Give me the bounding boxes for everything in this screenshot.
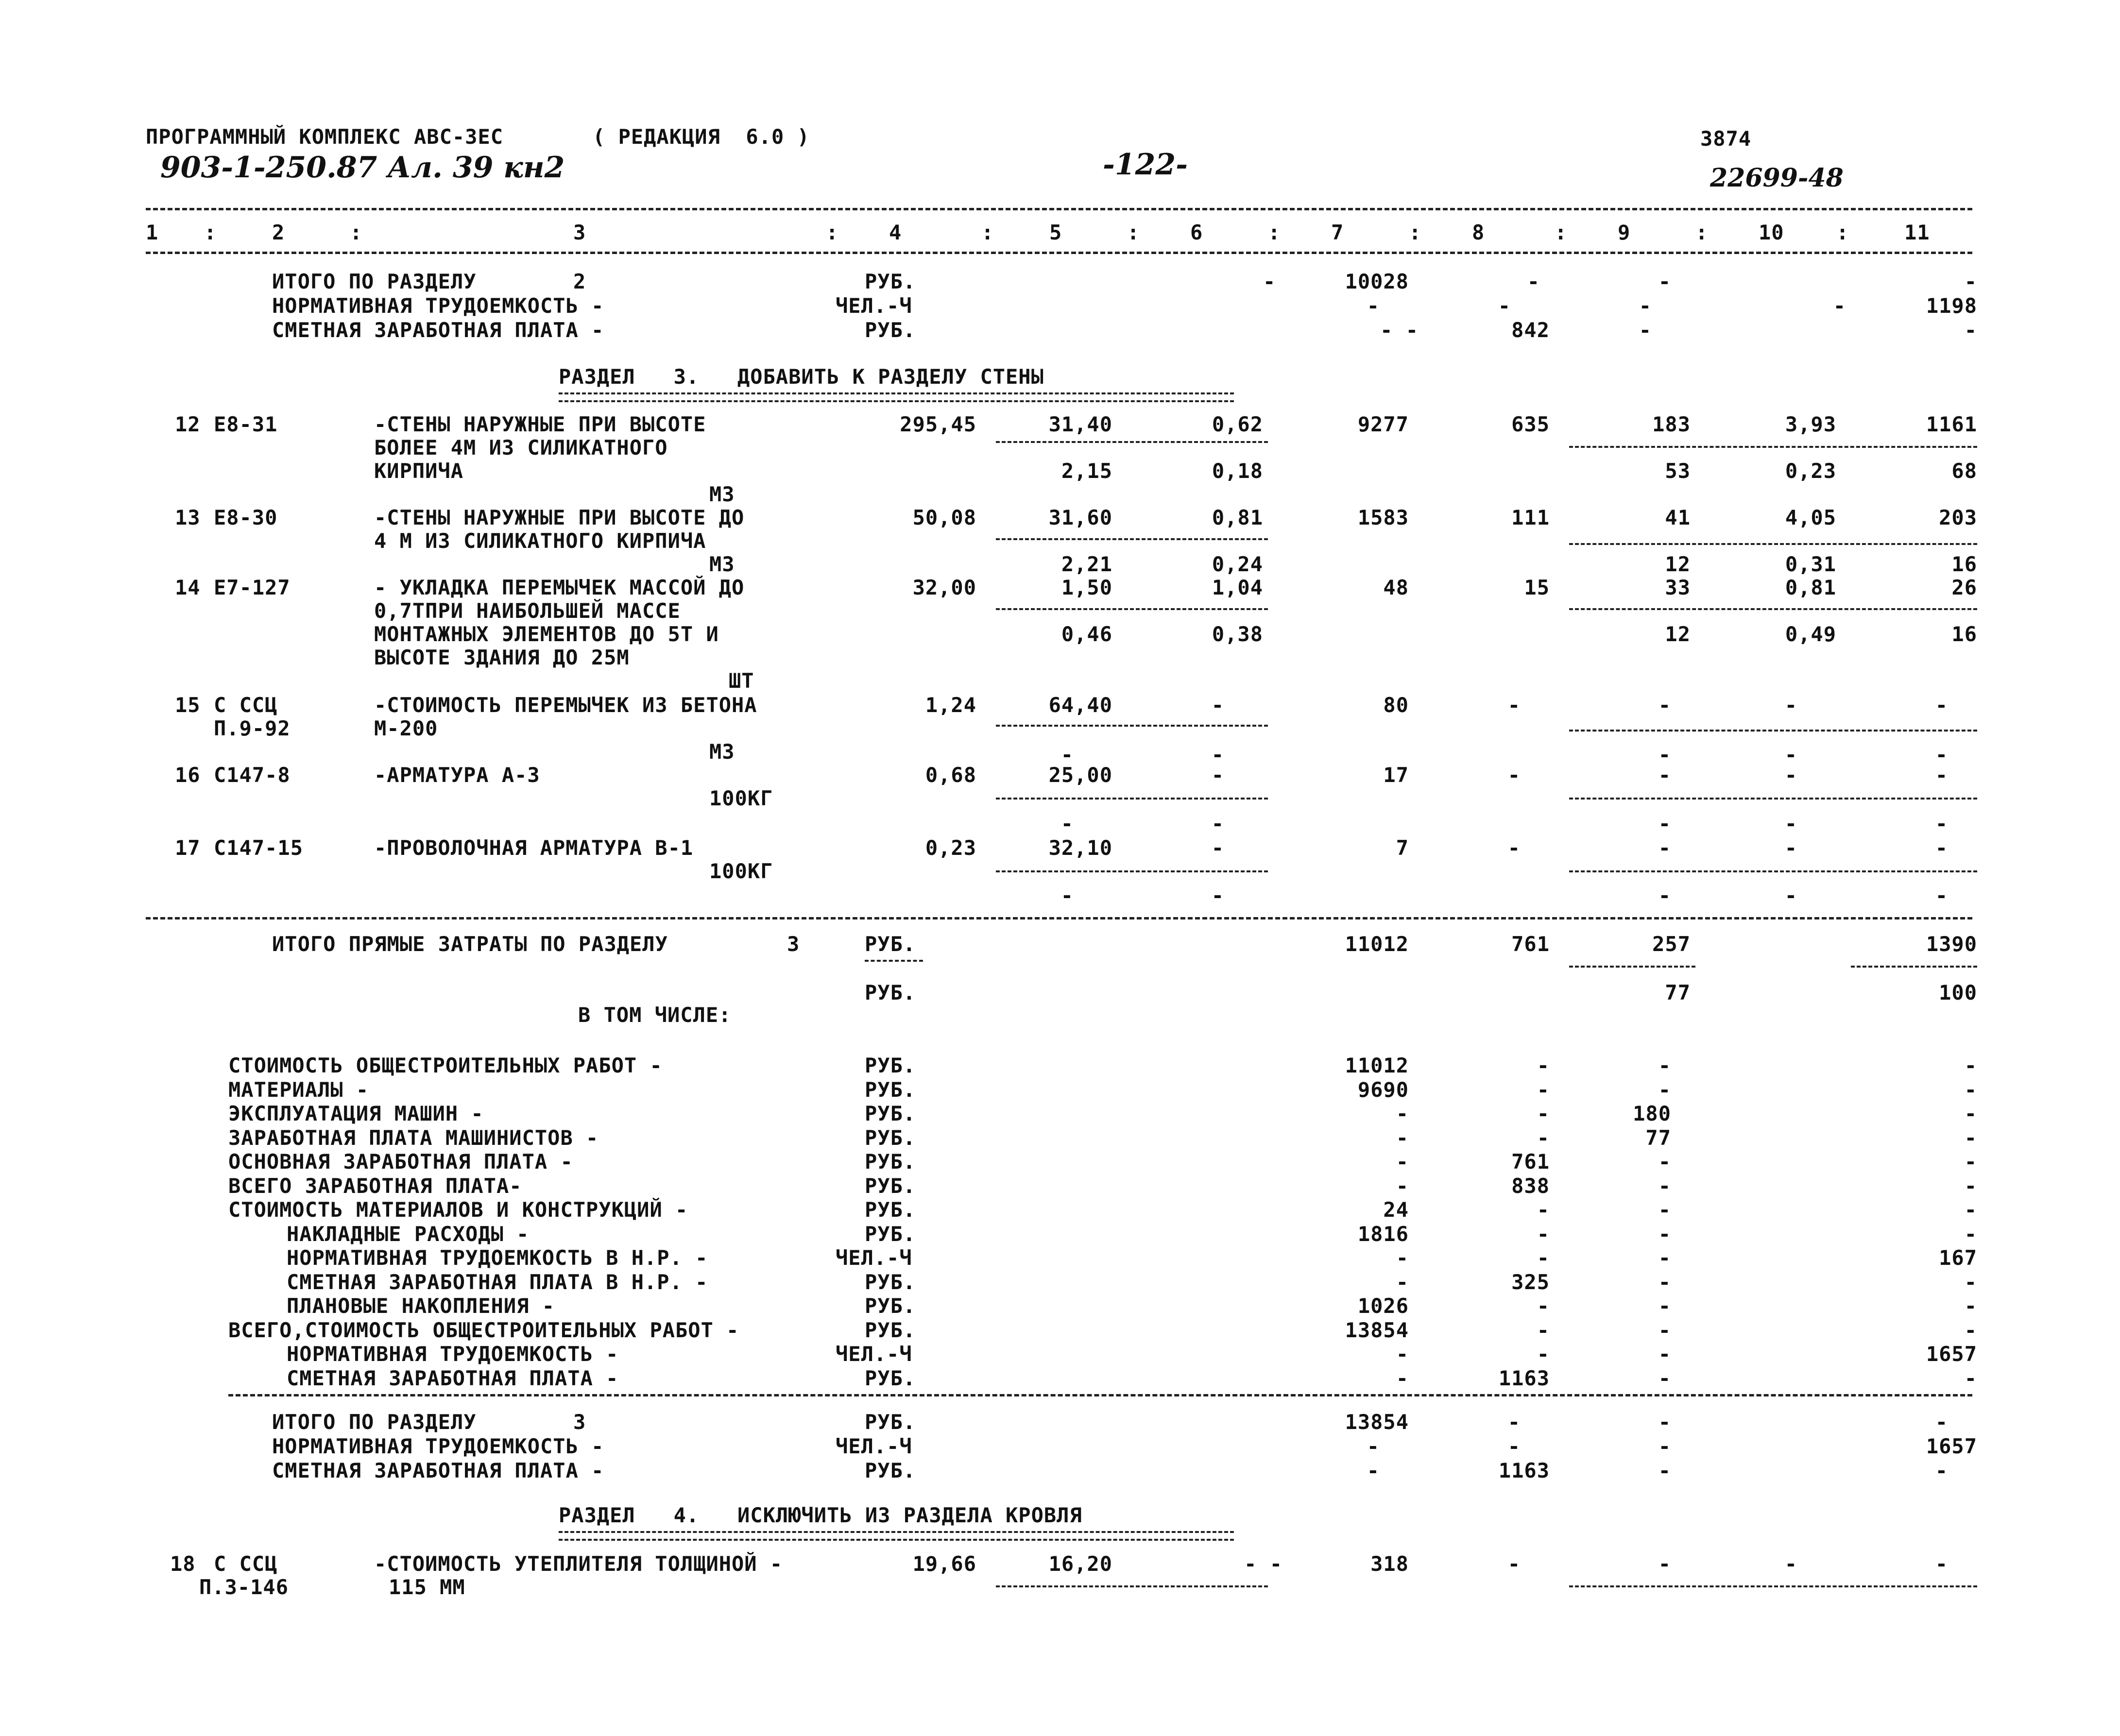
unit: РУБ. [865,1459,916,1482]
row-number: 18 [170,1552,196,1576]
cell-c7: 17 [1383,763,1409,787]
unit: М3 [709,740,735,764]
cell-c8: 761 [1511,1150,1550,1174]
breakdown-label: ВСЕГО,СТОИМОСТЬ ОБЩЕСТРОИТЕЛЬНЫХ РАБОТ - [228,1318,739,1342]
cell-c11: - [1964,270,1977,293]
breakdown-label: ВСЕГО ЗАРАБОТНАЯ ПЛАТА- [228,1174,522,1198]
rate-code: С ССЦ [214,693,278,717]
cell-c7: 80 [1383,693,1409,717]
wage-per-unit: - [1060,884,1074,907]
cell-c11: - [1964,1198,1977,1222]
cell-c8: - [1537,1294,1550,1318]
total-label: ИТОГО ПО РАЗДЕЛУ [272,270,477,293]
cell-c11: - [1935,1459,1948,1482]
cell-c11: 203 [1939,506,1977,529]
unit: РУБ. [865,1102,916,1125]
unit: РУБ. [865,1270,916,1294]
cell-c11: - [1964,1222,1977,1246]
cell-c7: 24 [1383,1198,1409,1222]
cell-c9: - [1658,1294,1671,1318]
labor-label: НОРМАТИВНАЯ ТРУДОЕМКОСТЬ - [272,1434,604,1458]
breakdown-label: СМЕТНАЯ ЗАРАБОТНАЯ ПЛАТА - [287,1366,619,1390]
cell-c11: - [1964,1294,1977,1318]
cell-c9: - [1658,1150,1671,1174]
breakdown-label: ЗАРАБОТНАЯ ПЛАТА МАШИНИСТОВ - [228,1126,599,1150]
rate-code: С147-15 [214,836,304,860]
description: КИРПИЧА [374,459,464,483]
cell-c6: - [1263,270,1276,293]
cell-c8: - [1507,1434,1521,1458]
cell-c10: - [1784,763,1797,787]
cell-c6: 1,04 [1212,576,1263,599]
rule-top [146,208,1972,210]
estimate-page: ПРОГРАММНЫЙ КОМПЛЕКС АВС-3ЕС ( РЕДАКЦИЯ 6.0 ) 3874 903-1-250.87 Ал. 39 кн2 -122- 22699-48 1 2 3 4 5 6 7 8 9 10 11 : : : : : : : : : : ИТОГО ПО РАЗДЕЛУ 2 РУБ. - 10028 - - - НОРМАТИВНАЯ ТРУДОЕМКОСТЬ - ЧЕЛ.-Ч - - - - 1198 СМЕТНАЯ ЗАРАБОТНАЯ ПЛАТА - РУБ. - - 842 - - РАЗДЕЛ 3. ДОБАВИТЬ К РАЗДЕЛУ СТЕНЫ 12 Е8-31 -СТЕНЫ НАРУЖНЫЕ ПРИ ВЫСОТЕ БОЛЕЕ 4М ИЗ СИЛИКАТНОГО КИРПИЧА М3 295,45 31,40 0,62 9277 635 183 3,93 1161 2,15 0,18 53 0,23 68 13 Е8-30 -СТЕНЫ НАРУЖНЫЕ ПРИ ВЫСОТЕ ДО 4 М ИЗ СИЛИКАТНОГО КИРПИЧА М3 50,08 31,60 0,81 1583 111 41 4,05 203 2,21 0,24 12 0,31 16 14 Е7-127 - УКЛАДКА ПЕРЕМЫЧЕК МАССОЙ ДО 0,7ТПРИ НАИБОЛЬШЕЙ МАССЕ МОНТАЖНЫХ ЭЛЕМЕНТОВ ДО 5Т И ВЫСОТЕ ЗДАНИЯ ДО 25М ШТ 32,00 1,50 1,04 48 15 33 0,81 26 0,46 0,38 12 0,49 16 15 С ССЦ П.9-92 -СТОИМОСТЬ ПЕРЕМЫЧЕК ИЗ БЕТОНА М-200 М3 1,24 64,40 - 80 - - - - - - - - - 16 С147-8 -АРМАТУРА А-3 100КГ 0,68 25,00 - 17 - - - - - - - - - 17 С147-15 -ПРОВОЛОЧНАЯ АРМАТУРА В-1 100КГ 0,23 32,10 - 7 - - - - - - - - - ИТОГО ПРЯМЫЕ ЗАТРАТЫ ПО РАЗДЕЛУ 3 РУБ. РУБ. 11012 761 257 1390 77 100 В ТОМ ЧИСЛЕ: СТОИМОСТЬ ОБЩЕСТРОИТЕЛЬНЫХ РАБОТ - РУБ. 11012 - - - МАТЕРИАЛЫ - РУБ. 9690 - - - ЭКСПЛУАТАЦИЯ МАШИН - РУБ. - - 180 - ЗАРАБОТНАЯ ПЛАТА МАШИНИСТОВ - РУБ. - - 77 - ОСНОВНАЯ ЗАРАБОТНАЯ ПЛАТА - РУБ. - 761 - - ВСЕГО ЗАРАБОТНАЯ ПЛАТА- РУБ. - 838 - - СТОИМОСТЬ МАТЕРИАЛОВ И КОНСТРУКЦИЙ - РУБ. 24 - - - НАКЛАДНЫЕ РАСХОДЫ - РУБ. 1816 - - - НОРМАТИВНАЯ ТРУДОЕМКОСТЬ В Н.Р. - ЧЕЛ.-Ч - - - 167 СМЕТНАЯ ЗАРАБОТНАЯ ПЛАТА В Н.Р. - РУБ. - 325 - - ПЛАНОВЫЕ НАКОПЛЕНИЯ - РУБ. 1026 - - - ВСЕГО,СТОИМОСТЬ ОБЩЕСТРОИТЕЛЬНЫХ РАБОТ - РУБ. 13854 - - - НОРМАТИВНАЯ ТРУДОЕМКОСТЬ - ЧЕЛ.-Ч - - - 1657 СМЕТНАЯ ЗАРАБОТНАЯ ПЛАТА - РУБ. - 1163 - - ИТОГО ПО РАЗДЕЛУ 3 РУБ. 13854 - - - НОРМАТИВНАЯ ТРУДОЕМКОСТЬ - ЧЕЛ.-Ч - - - 1657 СМЕТНАЯ ЗАРАБОТНАЯ ПЛАТА - РУБ. - 1163 - - РАЗДЕЛ 4. ИСКЛЮЧИТЬ ИЗ РАЗДЕЛА КРОВЛЯ 18 С ССЦ П.3-146 -СТОИМОСТЬ УТЕПЛИТЕЛЯ ТОЛЩИНОЙ - 115 ММ 19,66 16,20 - - 318 - - - - [146,125,1977,1599]
row-number: 17 [175,836,201,860]
breakdown-label: ОСНОВНАЯ ЗАРАБОТНАЯ ПЛАТА - [228,1150,573,1174]
quantity: 1,24 [925,693,976,717]
cell-c7: - [1396,1342,1409,1366]
cell-c11: - [1964,1102,1977,1125]
cell-c11: - [1935,1552,1948,1576]
cell-c7: - [1367,1459,1380,1482]
description: -СТЕНЫ НАРУЖНЫЕ ПРИ ВЫСОТЕ ДО [374,506,745,529]
sheet-code: 3874 [1700,127,1752,151]
cell-c11: 167 [1939,1246,1977,1270]
cell-c10-sub: - [1784,884,1797,907]
quantity: 0,23 [925,836,976,860]
cell-c8: - [1537,1078,1550,1102]
cell-c9: 77 [1645,1126,1671,1150]
unit: ЧЕЛ.-Ч [836,1246,912,1270]
col-2-header: 2 [272,221,285,244]
cell-c11: - [1935,693,1948,717]
cell-c6-sub: 0,38 [1212,622,1263,646]
cell-c8: - [1537,1126,1550,1150]
breakdown-label: СМЕТНАЯ ЗАРАБОТНАЯ ПЛАТА В Н.Р. - [287,1270,708,1294]
cell-c9: - [1658,836,1671,860]
unit: РУБ. [865,1078,916,1102]
wage-per-unit: 0,46 [1061,622,1112,646]
cell-c10: 0,81 [1785,576,1836,599]
unit: 100КГ [709,786,773,810]
breakdown-label: ПЛАНОВЫЕ НАКОПЛЕНИЯ - [287,1294,555,1318]
col-10-header: 10 [1759,221,1784,244]
col-7-header: 7 [1331,221,1344,244]
description: -СТОИМОСТЬ ПЕРЕМЫЧЕК ИЗ БЕТОНА [374,693,757,717]
cell-c9: 180 [1633,1102,1671,1125]
col-11-header: 11 [1904,221,1930,244]
heading-underline [559,1531,1234,1541]
row-number: 13 [175,506,201,529]
col-9-header: 9 [1618,221,1631,244]
row-number: 12 [175,412,201,436]
cell-c9: - [1658,1342,1671,1366]
cell-c9: - [1658,1222,1671,1246]
cell-c7: - [1396,1246,1409,1270]
cell-c8: 1163 [1498,1366,1550,1390]
cell-c9: - [1658,270,1671,293]
rate-code: П.3-146 [199,1575,289,1599]
quantity: 0,68 [925,763,976,787]
description: - УКЛАДКА ПЕРЕМЫЧЕК МАССОЙ ДО [374,576,745,599]
program-title: ПРОГРАММНЫЙ КОМПЛЕКС АВС-3ЕС [146,125,504,149]
cell-c11: - [1964,1174,1977,1198]
cell-c10: 3,93 [1785,412,1836,436]
cell-c9: 183 [1652,412,1691,436]
cell-c10: - [1784,1552,1797,1576]
rate-code: С147-8 [214,763,291,787]
cell-c9: 33 [1665,576,1691,599]
cell-c8: 325 [1511,1270,1550,1294]
cell-c11: - [1964,1366,1977,1390]
cell-c10-sub: - [1784,743,1797,766]
row-number: 16 [175,763,201,787]
cell-c10: 4,05 [1785,506,1836,529]
cell-c11: - [1964,1318,1977,1342]
unit: ЧЕЛ.-Ч [836,1342,912,1366]
cell-c9: - [1658,1366,1671,1390]
wage-per-unit: - [1060,812,1074,835]
cell-c8: 15 [1524,576,1550,599]
cell-c8: - [1507,1552,1521,1576]
breakdown-label: СТОИМОСТЬ МАТЕРИАЛОВ И КОНСТРУКЦИЙ - [228,1198,688,1222]
cell-c8: - [1507,693,1521,717]
cell-c7: - [1396,1150,1409,1174]
cell-c7: 1026 [1357,1294,1409,1318]
description: -АРМАТУРА А-3 [374,763,540,787]
cell-c8: - [1507,1410,1521,1434]
cell-c9: - [1639,294,1652,318]
cell-c8: - [1537,1102,1550,1125]
cell-c9: - [1658,1434,1671,1458]
unit-price: 31,60 [1048,506,1112,529]
wage-label: СМЕТНАЯ ЗАРАБОТНАЯ ПЛАТА - [272,318,604,342]
cell-c8: - [1537,1342,1550,1366]
unit: РУБ. [865,1150,916,1174]
unit: РУБ. [865,318,916,342]
cell-c6-sub: - [1211,812,1224,835]
cell-c9: 257 [1652,932,1691,956]
cell-c9: - [1658,1078,1671,1102]
breakdown-label: НОРМАТИВНАЯ ТРУДОЕМКОСТЬ - [287,1342,619,1366]
section-number: 3 [573,1410,586,1434]
cell-c7: - [1396,1102,1409,1125]
cell-c7: - [1396,1174,1409,1198]
cell-c10-sub: 0,49 [1785,622,1836,646]
col-6-header: 6 [1190,221,1203,244]
description: 0,7ТПРИ НАИБОЛЬШЕЙ МАССЕ [374,599,681,623]
col-8-header: 8 [1472,221,1485,244]
cell-c7: - [1396,1366,1409,1390]
cell-c7: - [1396,1270,1409,1294]
cell-c9-sub: - [1658,743,1671,766]
breakdown-label: НАКЛАДНЫЕ РАСХОДЫ - [287,1222,530,1246]
cell-c11: 1161 [1926,412,1977,436]
cell-c6-sub: - [1211,884,1224,907]
cell-c9: - [1639,318,1652,342]
cell-c8: - [1507,836,1521,860]
cell-c9-sub: 12 [1665,552,1691,576]
col-4-header: 4 [889,221,902,244]
cell-c9: - [1658,763,1671,787]
cell-c11: 1657 [1926,1434,1977,1458]
cell-c7: 13854 [1345,1410,1409,1434]
cell-c8: - [1537,1054,1550,1077]
cell-c11-sub: - [1935,884,1948,907]
description: 115 ММ [389,1575,465,1599]
cell-c7: 11012 [1345,932,1409,956]
cell-c11: - [1964,1150,1977,1174]
wage-label: СМЕТНАЯ ЗАРАБОТНАЯ ПЛАТА - [272,1459,604,1482]
including-label: В ТОМ ЧИСЛЕ: [578,1003,732,1027]
cell-c9-sub: - [1658,884,1671,907]
cell-c9-sub: - [1658,812,1671,835]
cell-c9-sub: 12 [1665,622,1691,646]
unit: РУБ. [865,270,916,293]
cell-c11-sub: 100 [1939,981,1977,1004]
rule-items-bottom [146,917,1972,919]
description: -ПРОВОЛОЧНАЯ АРМАТУРА В-1 [374,836,694,860]
unit-price: 64,40 [1048,693,1112,717]
cell-c8: - [1498,294,1511,318]
breakdown-label: МАТЕРИАЛЫ - [228,1078,369,1102]
unit: РУБ. [865,1054,916,1077]
unit: РУБ. [865,1366,916,1390]
unit-price: 32,10 [1048,836,1112,860]
unit: ЧЕЛ.-Ч [836,1434,912,1458]
description: М-200 [374,716,438,740]
cell-c11: 1198 [1926,294,1977,318]
wage-per-unit: - [1060,743,1074,766]
cell-c10: - [1833,294,1846,318]
cell-c11: 26 [1951,576,1977,599]
cell-c8: 761 [1511,932,1550,956]
cell-c9: - [1658,1174,1671,1198]
section-number: 3 [787,932,800,956]
cell-c6: - [1211,836,1224,860]
cell-c11: 1657 [1926,1342,1977,1366]
unit: ШТ [729,669,754,693]
unit-price: 31,40 [1048,412,1112,436]
breakdown-label: ЭКСПЛУАТАЦИЯ МАШИН - [228,1102,484,1125]
row-number: 15 [175,693,201,717]
cell-c6: 0,81 [1212,506,1263,529]
description: ВЫСОТЕ ЗДАНИЯ ДО 25М [374,646,630,669]
cell-c10-sub: 0,23 [1785,459,1836,483]
cell-c10: - [1784,693,1797,717]
handwritten-reg-number: 22699-48 [1710,163,1844,193]
description: МОНТАЖНЫХ ЭЛЕМЕНТОВ ДО 5Т И [374,622,719,646]
cell-c7: - [1367,294,1380,318]
unit: РУБ. [865,981,916,1004]
cell-c11: 1390 [1926,932,1977,956]
cell-c9: - [1658,1246,1671,1270]
cell-c6: - [1211,763,1224,787]
unit: РУБ. [865,1126,916,1150]
cell-c8: 635 [1511,412,1550,436]
cell-c7: - [1367,1434,1380,1458]
rule-breakdown-bottom [228,1394,1972,1396]
quantity: 19,66 [912,1552,976,1576]
breakdown-label: НОРМАТИВНАЯ ТРУДОЕМКОСТЬ В Н.Р. - [287,1246,708,1270]
rate-code: П.9-92 [214,716,291,740]
quantity: 32,00 [912,576,976,599]
cell-c8: - [1527,270,1540,293]
total-label: ИТОГО ПО РАЗДЕЛУ [272,1410,477,1434]
rate-code: Е7-127 [214,576,291,599]
unit: РУБ. [865,1174,916,1198]
cell-c7: 9277 [1357,412,1409,436]
description: 4 М ИЗ СИЛИКАТНОГО КИРПИЧА [374,529,706,553]
cell-c11-sub: 68 [1951,459,1977,483]
quantity: 50,08 [912,506,976,529]
unit: М3 [709,482,735,506]
cell-c9: - [1658,1410,1671,1434]
unit: РУБ. [865,932,916,956]
cell-c6: - - [1244,1552,1282,1576]
handwritten-doc-ref: 903-1-250.87 Ал. 39 кн2 [160,151,565,185]
cell-c8: 111 [1511,506,1550,529]
cell-c11-sub: - [1935,743,1948,766]
cell-c7: 9690 [1357,1078,1409,1102]
cell-c7: 7 [1396,836,1409,860]
cell-c9: - [1658,1054,1671,1077]
cell-c8: - [1537,1318,1550,1342]
cell-c7: - [1396,1126,1409,1150]
cell-c11: - [1935,836,1948,860]
cell-c10-sub: - [1784,812,1797,835]
unit: ЧЕЛ.-Ч [836,294,912,318]
cell-c7: 11012 [1345,1054,1409,1077]
cell-c6-sub: - [1211,743,1224,766]
col-3-header: 3 [573,221,586,244]
cell-c7: 48 [1383,576,1409,599]
cell-c8: 1163 [1498,1459,1550,1482]
cell-c8: - [1537,1198,1550,1222]
unit-price: 1,50 [1061,576,1112,599]
cell-c9: - [1658,1270,1671,1294]
cell-c8: - [1507,763,1521,787]
unit: 100КГ [709,859,773,883]
cell-c7: 1583 [1357,506,1409,529]
cell-c11-sub: - [1935,812,1948,835]
rate-code: Е8-31 [214,412,278,436]
cell-c7: 13854 [1345,1318,1409,1342]
cell-c11-sub: 16 [1951,622,1977,646]
description: -СТОИМОСТЬ УТЕПЛИТЕЛЯ ТОЛЩИНОЙ - [374,1552,783,1576]
labor-label: НОРМАТИВНАЯ ТРУДОЕМКОСТЬ - [272,294,604,318]
heading-underline [559,392,1234,402]
rate-code: С ССЦ [214,1552,278,1576]
cell-c11: - [1964,1270,1977,1294]
cell-c6-sub: 0,18 [1212,459,1263,483]
quantity: 295,45 [900,412,976,436]
direct-costs-label: ИТОГО ПРЯМЫЕ ЗАТРАТЫ ПО РАЗДЕЛУ [272,932,668,956]
row-number: 14 [175,576,201,599]
unit: РУБ. [865,1222,916,1246]
cell-c9: - [1658,693,1671,717]
handwritten-page-number: -122- [1103,148,1188,182]
wage-per-unit: 2,15 [1061,459,1112,483]
cell-c8: - [1537,1222,1550,1246]
cell-c11: - [1935,763,1948,787]
wage-per-unit: 2,21 [1061,552,1112,576]
cell-c9: - [1658,1459,1671,1482]
cell-c8: 838 [1511,1174,1550,1198]
cell-c9: 41 [1665,506,1691,529]
edition-label: ( РЕДАКЦИЯ 6.0 ) [593,125,810,149]
description: БОЛЕЕ 4М ИЗ СИЛИКАТНОГО [374,436,668,460]
unit: РУБ. [865,1318,916,1342]
cell-c7: - - [1380,318,1419,342]
cell-c7: 10028 [1345,270,1409,293]
unit-price: 16,20 [1048,1552,1112,1576]
cell-c11: - [1964,1054,1977,1077]
cell-c11-sub: 16 [1951,552,1977,576]
cell-c11: - [1964,1126,1977,1150]
cell-c6: - [1211,693,1224,717]
cell-c8: - [1537,1246,1550,1270]
unit: РУБ. [865,1294,916,1318]
cell-c9: - [1658,1198,1671,1222]
breakdown-label: СТОИМОСТЬ ОБЩЕСТРОИТЕЛЬНЫХ РАБОТ - [228,1054,663,1077]
cell-c9: - [1658,1318,1671,1342]
section4-heading: РАЗДЕЛ 4. ИСКЛЮЧИТЬ ИЗ РАЗДЕЛА КРОВЛЯ [559,1503,1082,1527]
cell-c8: 842 [1511,318,1550,342]
cell-c7: 318 [1370,1552,1409,1576]
section3-heading: РАЗДЕЛ 3. ДОБАВИТЬ К РАЗДЕЛУ СТЕНЫ [559,365,1044,389]
cell-c6: 0,62 [1212,412,1263,436]
cell-c11: - [1935,1410,1948,1434]
section-number: 2 [573,270,586,293]
unit-price: 25,00 [1048,763,1112,787]
cell-c11: - [1964,1078,1977,1102]
unit: РУБ. [865,1410,916,1434]
description: -СТЕНЫ НАРУЖНЫЕ ПРИ ВЫСОТЕ [374,412,706,436]
cell-c9-sub: 53 [1665,459,1691,483]
col-1-header: 1 [146,221,159,244]
col-5-header: 5 [1049,221,1062,244]
cell-c9-sub: 77 [1665,981,1691,1004]
unit: М3 [709,552,735,576]
cell-c10: - [1784,836,1797,860]
rate-code: Е8-30 [214,506,278,529]
cell-c9: - [1658,1552,1671,1576]
cell-c10-sub: 0,31 [1785,552,1836,576]
rule-header-bottom [146,252,1972,254]
unit: РУБ. [865,1198,916,1222]
cell-c11: - [1964,318,1977,342]
cell-c6-sub: 0,24 [1212,552,1263,576]
cell-c7: 1816 [1357,1222,1409,1246]
